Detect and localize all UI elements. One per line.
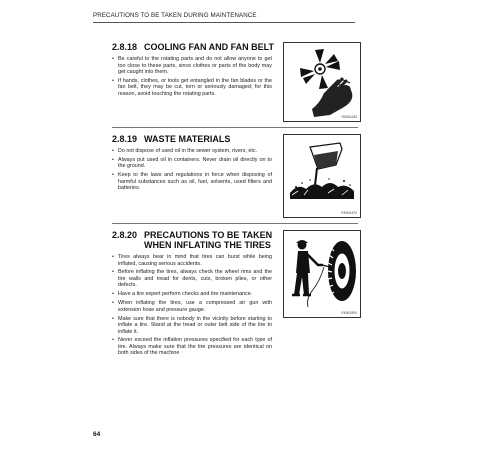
page-number: 64 — [93, 431, 101, 438]
section-waste-materials — [112, 134, 272, 194]
section-number: 2.8.18 — [112, 42, 138, 52]
section-divider — [112, 127, 358, 128]
section-divider — [112, 223, 358, 224]
list-item: • Have a tire expert perform checks and tire maintenance. — [112, 291, 253, 298]
section-heading — [112, 230, 272, 250]
section-number: 2.8.19 — [112, 134, 138, 144]
section-title-cont: WHEN INFLATING THE TIRES — [144, 240, 271, 250]
header-divider — [93, 22, 355, 23]
running-header: PRECAUTIONS TO BE TAKEN DURING MAINTENANCE — [93, 12, 257, 19]
section-cooling-fan — [112, 42, 272, 100]
figure-code: RKN01670 — [341, 211, 357, 215]
section-heading — [112, 134, 272, 144]
section-title: COOLING FAN AND FAN BELT — [144, 42, 274, 52]
bullet-list — [112, 254, 272, 357]
fan-hand-warning-icon — [284, 43, 360, 121]
list-item: • Never exceed the inflation pressures specified for each type of tire. Always make sure that the tire pressures are identical on both sides of the machine — [112, 337, 272, 357]
bullet-list — [112, 56, 272, 97]
list-item: • Make sure that there is nobody in the vicinity before starting to inflate a tire. Stand at the tread or outer belt side of the tire to inflate it. — [112, 315, 272, 335]
tire-inflation-figure — [283, 230, 361, 318]
list-item: • When inflating the tires, use a compressed air gun with extension hose and pressure gauge. — [112, 300, 272, 313]
section-number: 2.8.20 — [112, 230, 138, 240]
list-item: • If hands, clothes, or tools get entangled in the fan blades or the fan belt, they may be cut, torn or seriously damaged; for this reason, avoid touching the rotating parts. — [112, 77, 272, 97]
figure-code: RKN02900 — [341, 311, 357, 315]
figure-code: RKN01180 — [341, 115, 357, 119]
section-title: WASTE MATERIALS — [144, 134, 231, 144]
list-item: • Before inflating the tires, always check the wheel rims and the tire walls and tread for dents, cuts, broken plies, or other defects. — [112, 269, 272, 289]
bullet-list — [112, 148, 272, 192]
oil-disposal-figure — [283, 134, 361, 218]
section-heading — [112, 42, 272, 52]
list-item: • Keep to the laws and regulations in force when disposing of harmful substances such as oil, fuel, solvents, used filters and batteries. — [112, 172, 272, 192]
fan-hazard-figure — [283, 42, 361, 122]
list-item: • Do not dispose of used oil in the sewer system, rivers, etc. — [112, 148, 258, 154]
list-item: • Be careful to the rotating parts and do not allow anyone to get too close to these parts, since clothes or parts of the body may get caught into them. — [112, 56, 272, 75]
oil-pouring-icon — [284, 135, 360, 217]
list-item: • Tires always bear in mind that tires can burst while being inflated, causing serious accidents. — [112, 254, 272, 267]
section-tire-inflation — [112, 230, 272, 359]
tire-inflation-icon — [284, 231, 360, 317]
list-item: • Always put used oil in containers. Never drain oil directly on to the ground. — [112, 156, 272, 170]
section-title: PRECAUTIONS TO BE TAKEN — [144, 230, 273, 240]
